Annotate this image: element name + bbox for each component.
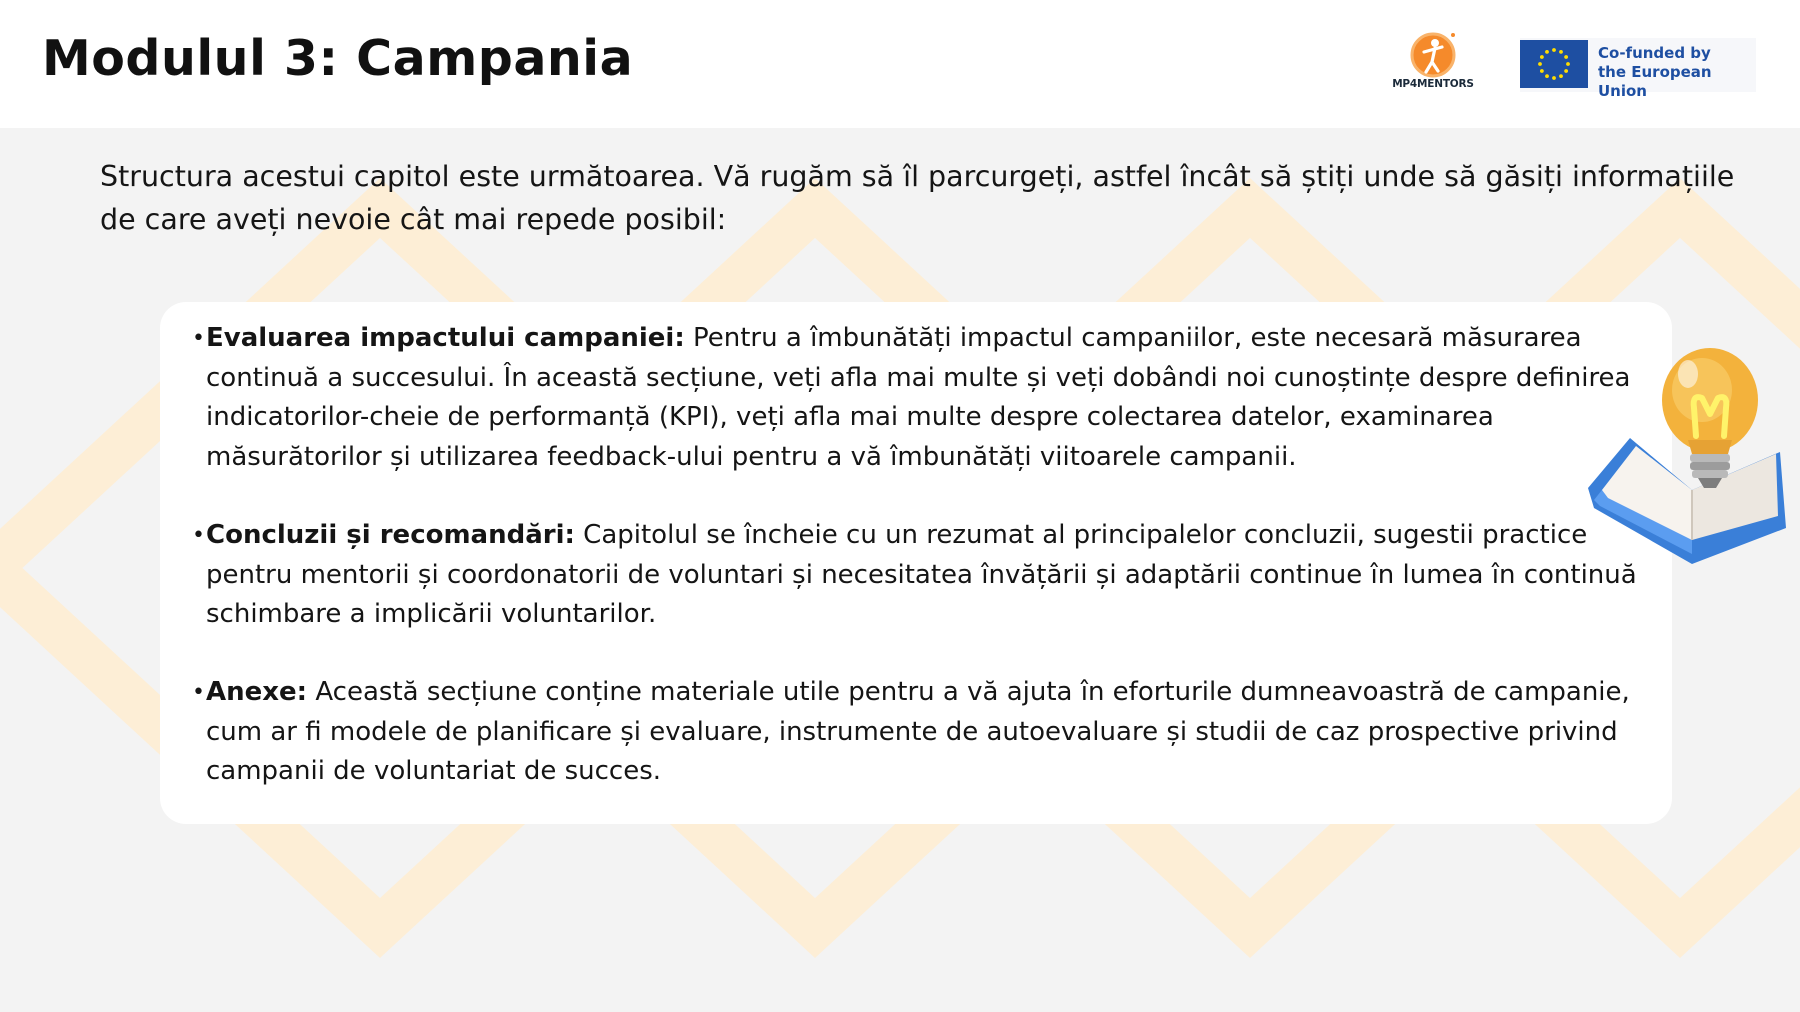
bullet-marker: •	[192, 680, 205, 705]
bullet-text: Pentru a îmbunătăți impactul campaniilor, este necesară măsurarea continuă a succesului. În această secțiune, veți afla mai multe și veți dobândi noi cunoștințe despre definirea indicatorilor-cheie de performanță (KPI), veți afla mai multe despre colectarea datelor, examinarea măsurătorilor și utilizarea feedback-ului pentru a vă îmbunătăți viitoarele campanii.	[206, 323, 1631, 472]
partner-logo-label: MP4MENTORS	[1392, 78, 1474, 90]
mp4mentors-logo-icon	[1390, 30, 1476, 94]
bullet-term: Concluzii și recomandări:	[206, 520, 575, 550]
eu-flag-icon	[1520, 40, 1588, 88]
eu-star	[1552, 48, 1556, 52]
eu-star	[1564, 55, 1568, 59]
list-item	[192, 673, 1646, 792]
eu-logo-line1: Co-funded by	[1598, 44, 1711, 62]
list-item	[192, 516, 1646, 635]
eu-star	[1540, 55, 1544, 59]
eu-star	[1566, 62, 1570, 66]
intro-paragraph: Structura acestui capitol este următoarea. Vă rugăm să îl parcurgeți, astfel încât să știți unde să găsiți informațiile de care aveți nevoie cât mai repede posibil:	[100, 160, 1735, 236]
bullet-text: Această secțiune conține materiale utile pentru a vă ajuta în eforturile dumneavoastră de campanie, cum ar fi modele de planificare și evaluare, instrumente de autoevaluare și studii de caz prospective privind campanii de voluntariat de succes.	[206, 677, 1630, 786]
bullet-term: Evaluarea impactului campaniei:	[206, 323, 685, 353]
eu-logo-text	[1598, 44, 1756, 101]
page-title: Modulul 3: Campania	[42, 30, 634, 87]
eu-star	[1552, 76, 1556, 80]
bullet-text: Capitolul se încheie cu un rezumat al principalelor concluzii, sugestii practice pentru mentorii și coordonatorii de voluntari și necesitatea învățării și adaptării continue în lumea în continuă schimbare a implicării voluntarilor.	[206, 520, 1637, 629]
eu-star	[1559, 50, 1563, 54]
eu-cofunded-logo	[1520, 38, 1756, 100]
eu-star	[1540, 69, 1544, 73]
lightbulb-book-icon	[1580, 340, 1795, 565]
bullet-marker: •	[192, 326, 205, 351]
eu-logo-line2: the European Union	[1598, 63, 1712, 100]
list-item	[192, 319, 1646, 477]
bullet-term: Anexe:	[206, 677, 308, 707]
bullet-marker: •	[192, 523, 205, 548]
header-bar	[0, 0, 1800, 128]
eu-star	[1564, 69, 1568, 73]
eu-star	[1545, 50, 1549, 54]
eu-star	[1559, 74, 1563, 78]
eu-star	[1538, 62, 1542, 66]
eu-star	[1545, 74, 1549, 78]
